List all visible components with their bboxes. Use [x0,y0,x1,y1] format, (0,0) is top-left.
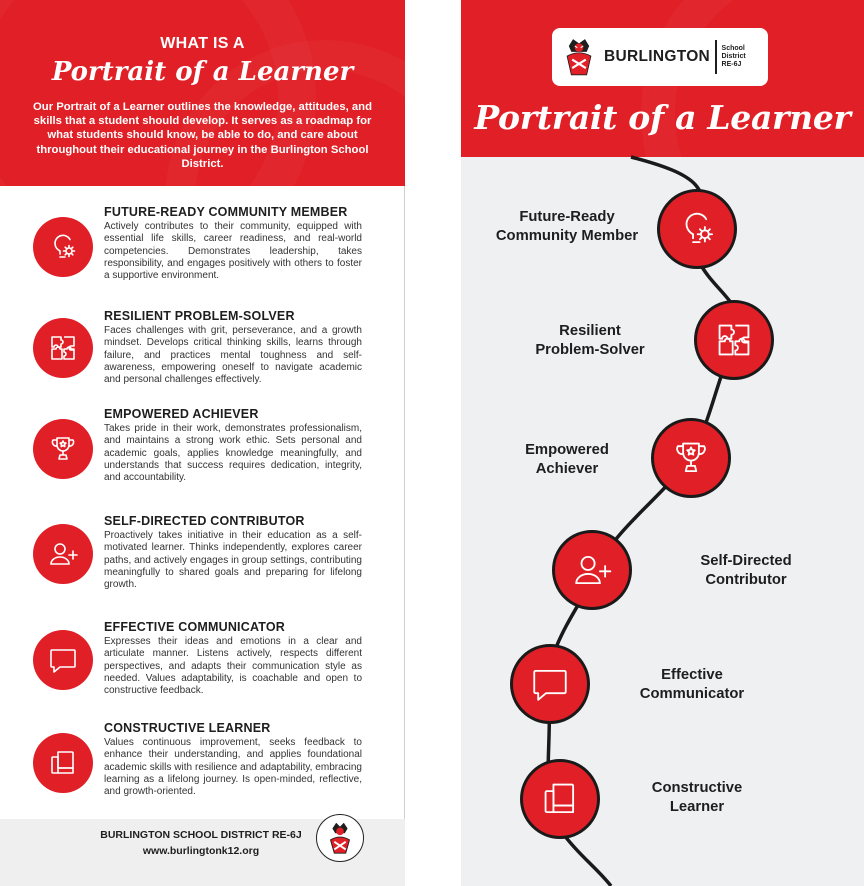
what-is-heading: WHAT IS A [160,35,245,52]
node-self-directed [552,530,632,610]
item-title: EMPOWERED ACHIEVER [104,407,259,421]
node-label-line: Future-Ready [519,209,615,225]
item-title: RESILIENT PROBLEM-SOLVER [104,309,295,323]
lightbulb-gear-icon [676,208,718,250]
item-title: EFFECTIVE COMMUNICATOR [104,620,286,634]
item-title: SELF-DIRECTED CONTRIBUTOR [104,514,305,528]
item-description: Faces challenges with grit, perseverance, and a growth mindset. Develops critical thinking skills, learns through failure, and practices mental toughness and self-awareness, empowering oneself to navigate academic and personal challenges effectively. [104,325,362,386]
node-constructive [520,759,600,839]
item-description: Proactively takes initiative in their education as a self-motivated learner. Thinks independently, explores career paths, and actively engages in group settings, contributing meaningfully to shared goals and preparing for lifelong growth. [104,530,362,591]
books-icon [539,778,581,820]
node-label [612,779,782,816]
node-label [482,208,652,245]
item-description: Takes pride in their work, demonstrates professionalism, and maintains a strong work ethic. Sets personal and academic goals, applies knowledge meaningfully, and understands that success requires dedication, integrity, and accountability. [104,423,362,484]
node-label [607,666,777,703]
item-description: Values continuous improvement, seeks feedback to enhance their understanding, and applies foundational academic skills with resilience and adaptability, embracing learning as a lifelong journey. Is open-minded, reflective, and growth-oriented. [104,737,362,798]
node-label-line: Resilient [559,323,621,339]
node-resilient [694,300,774,380]
speech-bubble-icon [529,663,571,705]
item-title: CONSTRUCTIVE LEARNER [104,721,271,735]
node-label-line: Communicator [639,685,745,702]
node-label [482,441,652,478]
node-label-line: Empowered [525,442,609,458]
district-name: BURLINGTON SCHOOL DISTRICT RE-6J [100,829,302,841]
user-plus-icon [33,524,93,584]
node-label-line: Self-Directed [700,553,792,569]
node-label [661,552,831,589]
user-plus-icon [571,549,613,591]
node-label-line: Contributor [705,571,787,588]
mascot-logo-icon [316,814,364,862]
item-description: Actively contributes to their community, equipped with essential life skills, career readiness, and real-world competencies. Demonstrates leadership, takes responsibility, and engages positively with others to foster a supportive environment. [104,221,362,282]
node-empowered [651,418,731,498]
speech-bubble-icon [33,630,93,690]
node-label [505,322,675,359]
books-icon [33,733,93,793]
puzzle-icon [33,318,93,378]
logo-sub-line: School [721,45,745,52]
logo-sub-line: District [721,53,746,60]
district-url[interactable]: www.burlingtonk12.org [142,845,260,857]
node-label-line: Community Member [495,227,639,244]
node-label-line: Learner [669,798,725,815]
left-panel [0,0,405,886]
node-label-line: Effective [661,667,723,683]
node-label-line: Problem-Solver [535,341,645,358]
logo-name: BURLINGTON [604,48,711,65]
right-panel [461,0,864,886]
node-effective [510,644,590,724]
node-future-ready [657,189,737,269]
item-title: FUTURE-READY COMMUNITY MEMBER [104,205,348,219]
node-label-line: Constructive [651,780,743,796]
trophy-icon [670,437,712,479]
puzzle-icon [713,319,755,361]
lightbulb-gear-icon [33,217,93,277]
left-header [0,0,405,186]
left-title: Portrait of a Learner [51,57,354,87]
right-title: Portrait of a Learner [474,98,851,137]
logo-sub-line: RE-6J [721,61,742,68]
trophy-icon [33,419,93,479]
intro-text: Our Portrait of a Learner outlines the knowledge, attitudes, and skills that a student should develop. It serves as a roadmap for what students should know, be able to do, and care about throughout their educational journey in the Burlington School District. [33,101,372,170]
item-description: Expresses their ideas and emotions in a clear and articulate manner. Listens actively, respects different perspectives, and adapts their communication style as needed. Values adaptability, is coachable and open to constructive feedback. [104,636,362,697]
node-label-line: Achiever [535,460,599,477]
